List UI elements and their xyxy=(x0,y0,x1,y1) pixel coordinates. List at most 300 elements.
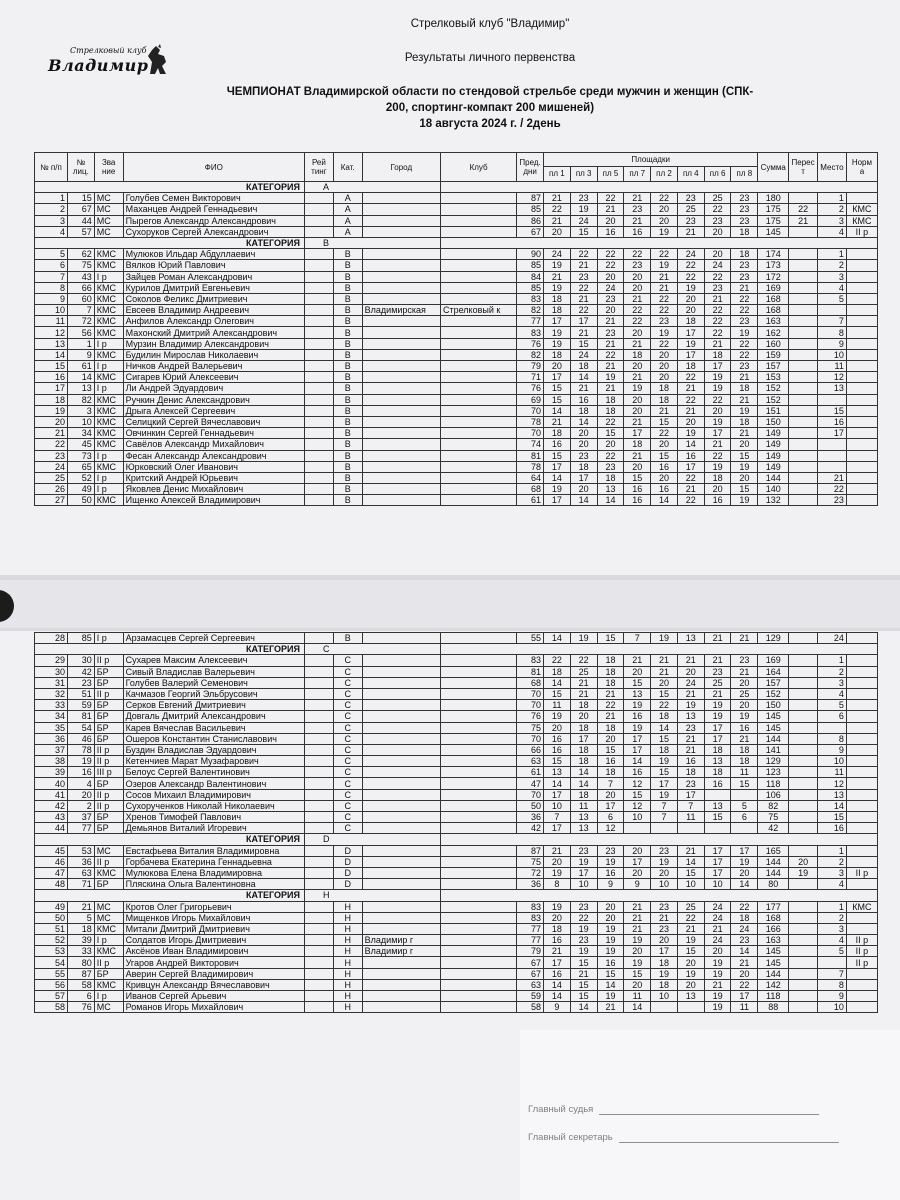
cell-city xyxy=(362,316,440,327)
cell-num: 36 xyxy=(35,733,68,744)
cell-rank: БР xyxy=(94,823,123,834)
cell-fio: Савёлов Александр Михайлович xyxy=(123,439,304,450)
cell-area: 19 xyxy=(597,856,624,867)
cell-area: 19 xyxy=(570,923,597,934)
cell-fio: Пырегов Александр Александрович xyxy=(123,215,304,226)
cell-club xyxy=(440,495,516,506)
cell-fio: Мулюков Ильдар Абдуллаевич xyxy=(123,249,304,260)
cell-prev-days: 63 xyxy=(517,979,544,990)
athlete-row xyxy=(35,305,878,316)
cell-area: 17 xyxy=(677,461,704,472)
cell-area: 22 xyxy=(570,655,597,666)
cell-rating xyxy=(304,778,333,789)
cell-area: 22 xyxy=(677,271,704,282)
cell-area: 19 xyxy=(704,383,731,394)
cell-club xyxy=(440,416,516,427)
cell-sum: 144 xyxy=(758,867,789,878)
cell-area: 18 xyxy=(651,394,678,405)
athlete-row xyxy=(35,260,878,271)
cell-norm: II р xyxy=(846,946,877,957)
cell-area: 15 xyxy=(651,688,678,699)
cell-area: 19 xyxy=(597,923,624,934)
cell-category: С xyxy=(333,756,362,767)
cell-shootoff xyxy=(789,778,818,789)
cell-prev-days: 87 xyxy=(517,845,544,856)
cell-category: Н xyxy=(333,1002,362,1013)
cell-license: 75 xyxy=(67,260,94,271)
cell-area: 21 xyxy=(677,484,704,495)
cell-area: 24 xyxy=(704,901,731,912)
cell-area: 20 xyxy=(544,722,571,733)
cell-sum: 157 xyxy=(758,361,789,372)
cell-area: 17 xyxy=(704,733,731,744)
cell-city xyxy=(362,633,440,644)
cell-area: 11 xyxy=(731,767,758,778)
athlete-row xyxy=(35,800,878,811)
cell-city xyxy=(362,327,440,338)
cell-club xyxy=(440,260,516,271)
cell-place: 3 xyxy=(818,215,847,226)
cell-area: 15 xyxy=(651,450,678,461)
cell-license: 37 xyxy=(67,812,94,823)
cell-fio: Вялков Юрий Павлович xyxy=(123,260,304,271)
cell-area: 21 xyxy=(570,968,597,979)
cell-num: 56 xyxy=(35,979,68,990)
cell-area: 22 xyxy=(597,450,624,461)
cell-category: В xyxy=(333,293,362,304)
cell-place: 2 xyxy=(818,204,847,215)
cell-category: В xyxy=(333,461,362,472)
cell-area: 22 xyxy=(651,338,678,349)
cell-area: 23 xyxy=(731,271,758,282)
cell-category: С xyxy=(333,733,362,744)
cell-rating xyxy=(304,722,333,733)
cell-rating xyxy=(304,439,333,450)
cell-sum: 150 xyxy=(758,700,789,711)
cell-category: С xyxy=(333,700,362,711)
cell-rank: МС xyxy=(94,193,123,204)
cell-category: В xyxy=(333,338,362,349)
logo-small-text: Стрелковый клуб xyxy=(70,46,147,55)
cell-rating xyxy=(304,823,333,834)
cell-city xyxy=(362,260,440,271)
cell-sum: 157 xyxy=(758,677,789,688)
cell-category: Н xyxy=(333,957,362,968)
cell-num: 11 xyxy=(35,316,68,327)
cell-norm xyxy=(846,700,877,711)
cell-area: 19 xyxy=(544,484,571,495)
cell-area: 18 xyxy=(651,979,678,990)
cell-norm xyxy=(846,688,877,699)
cell-area: 22 xyxy=(624,305,651,316)
cell-category: С xyxy=(333,823,362,834)
championship-title-line2: 200, спортинг-компакт 200 мишеней) xyxy=(385,102,595,114)
cell-city xyxy=(362,923,440,934)
cell-city xyxy=(362,744,440,755)
cell-category: С xyxy=(333,711,362,722)
cell-fio: Мищенков Игорь Михайлович xyxy=(123,912,304,923)
cell-area: 19 xyxy=(570,856,597,867)
cell-area: 17 xyxy=(704,428,731,439)
cell-place: 12 xyxy=(818,778,847,789)
cell-area: 18 xyxy=(570,461,597,472)
col-rank: Зва ние xyxy=(94,153,123,182)
cell-sum: 142 xyxy=(758,979,789,990)
cell-area: 17 xyxy=(704,856,731,867)
cell-area: 18 xyxy=(651,957,678,968)
table-header-row xyxy=(35,153,878,182)
athlete-row xyxy=(35,461,878,472)
cell-area: 19 xyxy=(651,260,678,271)
cell-place: 4 xyxy=(818,226,847,237)
cell-shootoff: 19 xyxy=(789,867,818,878)
logo-big-text: Владимир xyxy=(48,56,149,75)
cell-sum: 160 xyxy=(758,338,789,349)
cell-city xyxy=(362,249,440,260)
cell-area: 22 xyxy=(570,282,597,293)
cell-norm xyxy=(846,271,877,282)
cell-area xyxy=(677,823,704,834)
cell-sum: 180 xyxy=(758,193,789,204)
cell-area: 7 xyxy=(651,812,678,823)
athlete-row xyxy=(35,688,878,699)
athlete-row xyxy=(35,293,878,304)
cell-area: 20 xyxy=(651,204,678,215)
cell-place: 3 xyxy=(818,271,847,282)
athlete-row xyxy=(35,633,878,644)
cell-area xyxy=(624,823,651,834)
cell-area: 22 xyxy=(704,305,731,316)
cell-fio: Маханцев Андрей Геннадьевич xyxy=(123,204,304,215)
athlete-row xyxy=(35,495,878,506)
cell-place: 8 xyxy=(818,733,847,744)
cell-area: 23 xyxy=(731,215,758,226)
cell-fio: Хренов Тимофей Павлович xyxy=(123,812,304,823)
cell-city xyxy=(362,484,440,495)
cell-shootoff xyxy=(789,416,818,427)
cell-area: 18 xyxy=(731,249,758,260)
cell-shootoff xyxy=(789,935,818,946)
light-glare xyxy=(520,1030,900,1200)
cell-area: 11 xyxy=(677,812,704,823)
cell-area: 21 xyxy=(704,338,731,349)
cell-rating xyxy=(304,372,333,383)
athlete-row xyxy=(35,756,878,767)
cell-category: С xyxy=(333,744,362,755)
cell-area: 21 xyxy=(624,912,651,923)
cell-area: 20 xyxy=(597,912,624,923)
cell-prev-days: 36 xyxy=(517,812,544,823)
cell-place: 7 xyxy=(818,316,847,327)
cell-area: 21 xyxy=(677,845,704,856)
cell-norm xyxy=(846,744,877,755)
cell-area: 21 xyxy=(597,361,624,372)
cell-area: 19 xyxy=(677,700,704,711)
cell-area: 7 xyxy=(544,812,571,823)
cell-rank: II р xyxy=(94,756,123,767)
cell-area: 17 xyxy=(624,733,651,744)
cell-rank: КМС xyxy=(94,439,123,450)
cell-num: 24 xyxy=(35,461,68,472)
cell-place: 10 xyxy=(818,1002,847,1013)
cell-area: 13 xyxy=(677,633,704,644)
cell-area: 12 xyxy=(597,823,624,834)
athlete-row xyxy=(35,338,878,349)
cell-category: В xyxy=(333,394,362,405)
cell-area: 21 xyxy=(677,923,704,934)
athlete-row xyxy=(35,282,878,293)
cell-license: 9 xyxy=(67,349,94,360)
cell-area: 19 xyxy=(570,633,597,644)
cell-rank: БР xyxy=(94,722,123,733)
cell-area: 18 xyxy=(544,349,571,360)
cell-license: 21 xyxy=(67,901,94,912)
cell-shootoff xyxy=(789,372,818,383)
cell-area: 18 xyxy=(597,677,624,688)
cell-rating xyxy=(304,800,333,811)
cell-area xyxy=(704,789,731,800)
cell-sum: 145 xyxy=(758,946,789,957)
cell-prev-days: 42 xyxy=(517,823,544,834)
cell-norm xyxy=(846,383,877,394)
cell-norm: II р xyxy=(846,935,877,946)
cell-area: 11 xyxy=(624,991,651,1002)
cell-rating xyxy=(304,923,333,934)
cell-club xyxy=(440,428,516,439)
cell-area: 10 xyxy=(704,879,731,890)
cell-category: В xyxy=(333,383,362,394)
cell-rank: КМС xyxy=(94,305,123,316)
cell-license: 63 xyxy=(67,867,94,878)
cell-category: Н xyxy=(333,979,362,990)
cell-area: 20 xyxy=(570,428,597,439)
cell-norm: КМС xyxy=(846,901,877,912)
cell-area: 14 xyxy=(570,372,597,383)
cell-place: 10 xyxy=(818,349,847,360)
cell-area: 21 xyxy=(677,405,704,416)
cell-area: 20 xyxy=(624,666,651,677)
cell-num: 58 xyxy=(35,1002,68,1013)
cell-area: 23 xyxy=(731,193,758,204)
category-row xyxy=(35,644,878,655)
cell-area: 21 xyxy=(544,946,571,957)
cell-license: 57 xyxy=(67,226,94,237)
cell-area: 20 xyxy=(624,271,651,282)
cell-city: Владимир г xyxy=(362,935,440,946)
cell-norm xyxy=(846,349,877,360)
cell-license: 87 xyxy=(67,968,94,979)
cell-norm xyxy=(846,812,877,823)
cell-num: 50 xyxy=(35,912,68,923)
cell-area: 25 xyxy=(570,666,597,677)
cell-rank: КМС xyxy=(94,461,123,472)
cell-shootoff xyxy=(789,260,818,271)
cell-club xyxy=(440,923,516,934)
cell-category: D xyxy=(333,845,362,856)
cell-area: 19 xyxy=(544,867,571,878)
cell-area: 20 xyxy=(570,439,597,450)
cell-area: 21 xyxy=(597,383,624,394)
cell-category: С xyxy=(333,812,362,823)
cell-sum: 141 xyxy=(758,744,789,755)
cell-fio: Кетенчиев Марат Музафарович xyxy=(123,756,304,767)
cell-area: 22 xyxy=(704,450,731,461)
cell-license: 19 xyxy=(67,756,94,767)
cell-club xyxy=(440,722,516,733)
cell-area: 20 xyxy=(731,968,758,979)
cell-fio: Критский Андрей Юрьевич xyxy=(123,472,304,483)
cell-club xyxy=(440,349,516,360)
cell-license: 67 xyxy=(67,204,94,215)
cell-rating xyxy=(304,767,333,778)
cell-sum: 149 xyxy=(758,461,789,472)
cell-license: 10 xyxy=(67,416,94,427)
cell-prev-days: 71 xyxy=(517,372,544,383)
cell-shootoff xyxy=(789,800,818,811)
cell-place: 5 xyxy=(818,700,847,711)
cell-area: 19 xyxy=(544,338,571,349)
cell-place: 2 xyxy=(818,912,847,923)
cell-license: 72 xyxy=(67,316,94,327)
cell-area: 24 xyxy=(731,923,758,934)
results-subtitle: Результаты личного первенства xyxy=(404,52,576,64)
cell-area: 15 xyxy=(597,744,624,755)
category-letter: Н xyxy=(304,890,440,901)
cell-rank: КМС xyxy=(94,416,123,427)
cell-club xyxy=(440,711,516,722)
cell-category: Н xyxy=(333,946,362,957)
cell-club xyxy=(440,991,516,1002)
cell-rating xyxy=(304,991,333,1002)
cell-rank: I р xyxy=(94,361,123,372)
athlete-row xyxy=(35,439,878,450)
cell-area: 20 xyxy=(651,372,678,383)
cell-area: 18 xyxy=(704,349,731,360)
cell-club xyxy=(440,372,516,383)
cell-norm xyxy=(846,327,877,338)
cell-license: 34 xyxy=(67,428,94,439)
col-areas xyxy=(544,153,758,182)
cell-rank: БР xyxy=(94,711,123,722)
cell-area: 23 xyxy=(731,361,758,372)
cell-city xyxy=(362,338,440,349)
cell-num: 27 xyxy=(35,495,68,506)
cell-shootoff xyxy=(789,293,818,304)
athlete-row xyxy=(35,193,878,204)
cell-city xyxy=(362,439,440,450)
cell-area: 16 xyxy=(651,461,678,472)
cell-area: 22 xyxy=(597,349,624,360)
cell-city xyxy=(362,901,440,912)
cell-area: 14 xyxy=(624,1002,651,1013)
cell-rank: МС xyxy=(94,215,123,226)
cell-shootoff xyxy=(789,461,818,472)
cell-area: 20 xyxy=(677,305,704,316)
cell-area: 15 xyxy=(597,633,624,644)
cell-club xyxy=(440,461,516,472)
cell-area: 19 xyxy=(624,957,651,968)
cell-city xyxy=(362,495,440,506)
cell-category: В xyxy=(333,305,362,316)
cell-city xyxy=(362,383,440,394)
cell-num: 43 xyxy=(35,812,68,823)
cell-area: 17 xyxy=(624,428,651,439)
cell-rank: КМС xyxy=(94,867,123,878)
cell-area: 19 xyxy=(597,991,624,1002)
cell-city xyxy=(362,461,440,472)
cell-license: 60 xyxy=(67,293,94,304)
cell-place: 24 xyxy=(818,633,847,644)
cell-city xyxy=(362,700,440,711)
cell-area: 16 xyxy=(544,935,571,946)
cell-shootoff xyxy=(789,439,818,450)
cell-area: 21 xyxy=(651,271,678,282)
cell-num: 34 xyxy=(35,711,68,722)
cell-area: 18 xyxy=(597,405,624,416)
cell-area: 19 xyxy=(731,495,758,506)
cell-area: 15 xyxy=(677,946,704,957)
cell-shootoff xyxy=(789,450,818,461)
cell-area: 13 xyxy=(677,991,704,1002)
cell-place: 16 xyxy=(818,416,847,427)
cell-area: 20 xyxy=(704,405,731,416)
cell-club xyxy=(440,957,516,968)
cell-rating xyxy=(304,293,333,304)
cell-category: В xyxy=(333,271,362,282)
cell-rating xyxy=(304,316,333,327)
cell-sum: 129 xyxy=(758,756,789,767)
cell-area: 19 xyxy=(704,968,731,979)
cell-area: 18 xyxy=(731,226,758,237)
cell-city xyxy=(362,1002,440,1013)
cell-rank: КМС xyxy=(94,372,123,383)
cell-shootoff xyxy=(789,968,818,979)
cell-num: 6 xyxy=(35,260,68,271)
cell-rank: МС xyxy=(94,226,123,237)
cell-num: 37 xyxy=(35,744,68,755)
cell-norm xyxy=(846,495,877,506)
cell-num: 54 xyxy=(35,957,68,968)
cell-area: 18 xyxy=(544,666,571,677)
cell-norm xyxy=(846,361,877,372)
cell-city xyxy=(362,856,440,867)
cell-fio: Дрыга Алексей Сергеевич xyxy=(123,405,304,416)
cell-num: 23 xyxy=(35,450,68,461)
col-category: Кат. xyxy=(333,153,362,182)
cell-area: 22 xyxy=(731,979,758,990)
cell-rating xyxy=(304,361,333,372)
cell-club xyxy=(440,316,516,327)
cell-area: 22 xyxy=(570,912,597,923)
cell-club xyxy=(440,249,516,260)
cell-license: 42 xyxy=(67,666,94,677)
cell-area: 18 xyxy=(731,383,758,394)
athlete-row xyxy=(35,372,878,383)
cell-rank: БР xyxy=(94,968,123,979)
cell-area: 14 xyxy=(597,495,624,506)
cell-shootoff xyxy=(789,912,818,923)
cell-club xyxy=(440,744,516,755)
cell-area: 15 xyxy=(624,968,651,979)
col-place: Место xyxy=(818,153,847,182)
cell-club xyxy=(440,677,516,688)
cell-fio: Соколов Феликс Дмитриевич xyxy=(123,293,304,304)
cell-area: 7 xyxy=(597,778,624,789)
cell-area: 15 xyxy=(651,416,678,427)
cell-area: 12 xyxy=(624,778,651,789)
cell-city xyxy=(362,756,440,767)
cell-shootoff xyxy=(789,789,818,800)
